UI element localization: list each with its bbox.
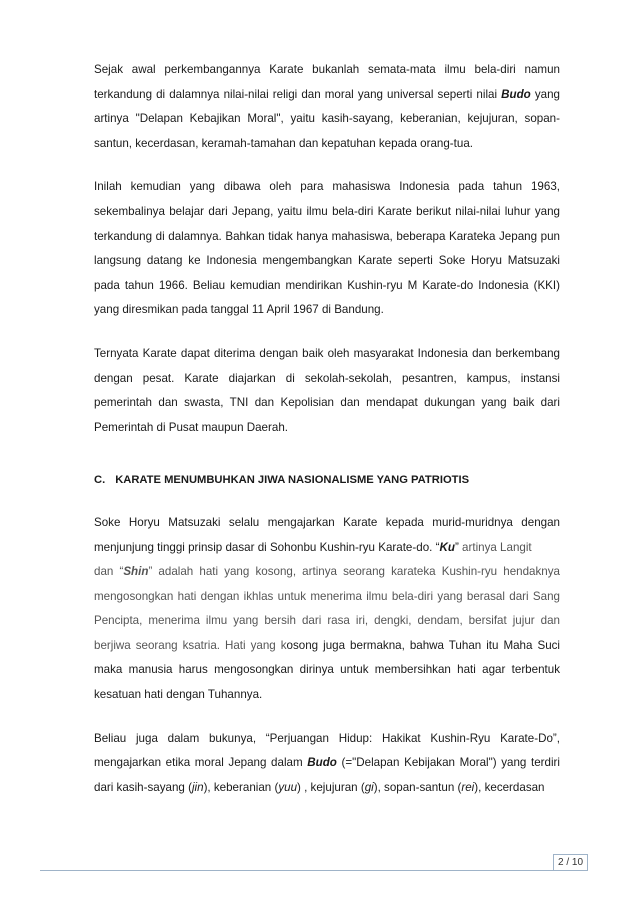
paragraph-6-text-a: Beliau juga dalam bukunya, “Perjuangan Hidup: Hakikat Kushin-Ryu Karate-Do”, mengajarkan etika moral Jepang dalam <box>94 731 560 770</box>
paragraph-6-text-f: ), kecerdasan <box>474 780 545 794</box>
quote-close: ” <box>454 540 459 554</box>
section-title: KARATE MENUMBUHKAN JIWA NASIONALISME YANG PATRIOTIS <box>115 474 470 487</box>
term-jin: jin <box>191 780 204 794</box>
quote-open: “ <box>435 540 440 554</box>
term-budo-2: Budo <box>307 756 337 770</box>
paragraph-5-text-c: osong juga bermakna, bahwa Tuhan itu Maha Suci maka manusia harus mengosongkan dirinya untuk membersihkan hati agar terbentuk kesatuan hati dengan Tuhannya. <box>94 638 561 702</box>
document-body <box>94 58 560 819</box>
paragraph-6-text-e: ), sopan-santun ( <box>373 780 462 794</box>
section-letter: C. <box>94 474 106 487</box>
paragraph-6-text-c: ), keberanian ( <box>203 780 279 794</box>
term-ku: Ku <box>439 540 455 554</box>
paragraph-2: Inilah kemudian yang dibawa oleh para mahasiswa Indonesia pada tahun 1963, sekembalinya belajar dari Jepang, yaitu ilmu bela-diri Karate berikut nilai-nilai luhur yang terkandung di dalamnya. Bahkan tidak hanya mahasiswa, beberapa Karateka Jepang pun langsung datang ke Indonesia mengembangkan Karate seperti Soke Horyu Matsuzaki pada tahun 1966. Beliau kemudian mendirikan Kushin-ryu M Karate-do Indonesia (KKI) yang diresmikan pada tanggal 11 April 1967 di Bandung. <box>94 180 560 317</box>
term-rei: rei <box>461 780 475 794</box>
paragraph-5 <box>94 560 560 708</box>
paragraph-4-text-b: artinya Langit <box>458 540 532 554</box>
paragraph-1-text-b: yang artinya "Delapan Kebajikan Moral", yaitu kasih-sayang, keberanian, kejujuran, sopan-santun, kecerdasan, keramah-tamahan dan kepatuhan kepada orang-tua. <box>94 87 560 150</box>
paragraph-5-text-b: ” adalah hati yang kosong, artinya seorang karateka Kushin-ryu hendaknya mengosongkan hati dengan ikhlas untuk menerima ilmu bela-diri yang berasal dari Sang Pencipta, menerima ilmu yang bersih dari rasa iri, dengki, dendam, bersifat jujur dan berjiwa seorang ksatria. Hati yang k <box>94 565 560 652</box>
term-shin: Shin <box>123 565 149 579</box>
page-number: 2 / 10 <box>553 854 588 870</box>
term-gi: gi <box>364 780 374 794</box>
footer-divider <box>40 870 588 871</box>
paragraph-4 <box>94 511 560 560</box>
section-heading-c <box>94 468 560 493</box>
paragraph-3: Ternyata Karate dapat diterima dengan baik oleh masyarakat Indonesia dan berkembang dengan pesat. Karate diajarkan di sekolah-sekolah, pesantren, kampus, instansi pemerintah dan swasta, TNI dan Kepolisian dan mendapat dukungan yang baik dari Pemerintah di Pusat maupun Daerah. <box>94 346 560 434</box>
paragraph-5-text-a: dan “ <box>94 565 124 579</box>
paragraph-6-text-d: ) , kejujuran ( <box>297 780 365 794</box>
paragraph-6 <box>94 727 560 801</box>
paragraph-1-text-a: Sejak awal perkembangannya Karate bukanlah semata-mata ilmu bela-diri namun terkandung di dalamnya nilai-nilai religi dan moral yang universal seperti nilai <box>94 63 560 101</box>
paragraph-1 <box>94 58 560 156</box>
term-yuu: yuu <box>278 780 298 794</box>
paragraph-6-text-b: (="Delapan Kebijakan Moral") yang terdiri dari kasih-sayang ( <box>94 756 560 794</box>
term-budo: Budo <box>501 87 531 101</box>
paragraph-4-text-a: Soke Horyu Matsuzaki selalu mengajarkan Karate kepada murid-muridnya dengan menjunjung tinggi prinsip dasar di Sohonbu Kushin-ryu Karate-do. <box>94 515 560 554</box>
